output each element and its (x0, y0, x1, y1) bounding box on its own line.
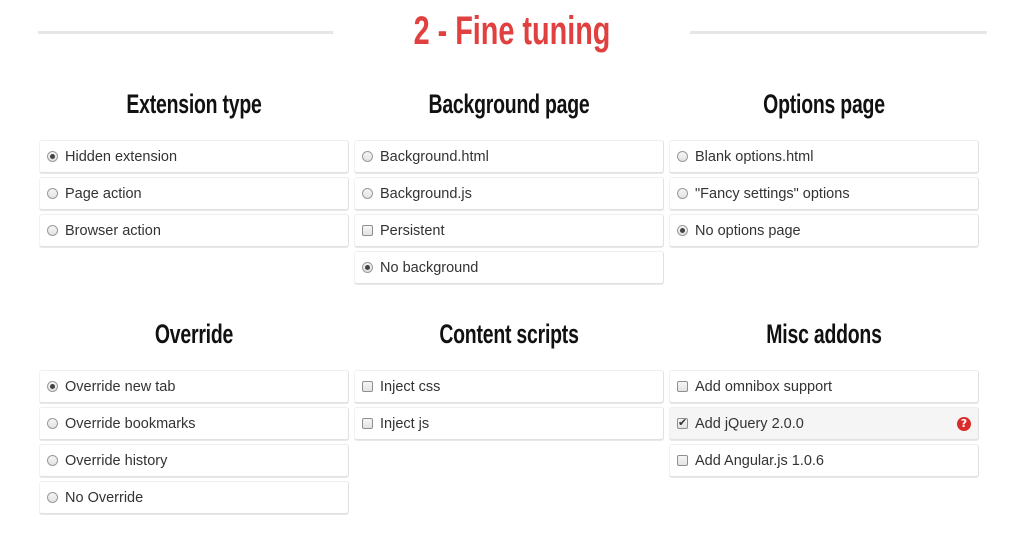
option-label: Override new tab (65, 378, 176, 395)
option-label: No options page (695, 222, 801, 239)
radio-button[interactable] (47, 455, 58, 466)
radio-button[interactable] (47, 188, 58, 199)
option-no-override[interactable] (39, 481, 349, 514)
header (0, 0, 1024, 60)
option-blank-options-html[interactable] (669, 140, 979, 173)
radio-button[interactable] (362, 262, 373, 273)
option-override-new-tab[interactable] (39, 370, 349, 403)
option-label: Browser action (65, 222, 161, 239)
options-list (354, 140, 664, 288)
checkbox[interactable] (362, 418, 373, 429)
section-title: Misc addons (766, 319, 882, 349)
option-override-bookmarks[interactable] (39, 407, 349, 440)
option-background-html[interactable] (354, 140, 664, 173)
section-title: Background page (428, 89, 590, 119)
options-list (354, 370, 664, 444)
option-background-js[interactable] (354, 177, 664, 210)
options-list (39, 370, 349, 518)
option-inject-css[interactable] (354, 370, 664, 403)
radio-button[interactable] (362, 151, 373, 162)
question-icon[interactable]: ? (957, 417, 971, 431)
checkbox[interactable] (677, 418, 688, 429)
section-title: Content scripts (439, 319, 579, 349)
options-list (669, 140, 979, 251)
options-list (39, 140, 349, 251)
option-label: Add omnibox support (695, 378, 833, 395)
option-label: No background (380, 259, 479, 276)
option-no-background[interactable] (354, 251, 664, 284)
section-title: Options page (763, 89, 885, 119)
checkbox[interactable] (677, 381, 688, 392)
option-label: Inject css (380, 378, 441, 395)
section-title: Override (154, 319, 234, 349)
option-label: Background.js (380, 185, 472, 202)
radio-button[interactable] (47, 492, 58, 503)
option-persistent[interactable] (354, 214, 664, 247)
option-no-options-page[interactable] (669, 214, 979, 247)
section-title: Extension type (126, 89, 262, 119)
option-label: Background.html (380, 148, 489, 165)
options-list (669, 370, 979, 481)
option-label: Blank options.html (695, 148, 814, 165)
option-add-jquery[interactable] (669, 407, 979, 440)
radio-button[interactable] (47, 151, 58, 162)
option-label: Inject js (380, 415, 430, 432)
checkbox[interactable] (362, 225, 373, 236)
option-label: Override history (65, 452, 168, 469)
option-label: Page action (65, 185, 142, 202)
option-add-omnibox-support[interactable] (669, 370, 979, 403)
radio-button[interactable] (677, 151, 688, 162)
option-hidden-extension[interactable] (39, 140, 349, 173)
option-add-angularjs[interactable] (669, 444, 979, 477)
option-label: Add jQuery 2.0.0 (695, 415, 804, 432)
option-label: Hidden extension (65, 148, 178, 165)
option-inject-js[interactable] (354, 407, 664, 440)
radio-button[interactable] (677, 188, 688, 199)
radio-button[interactable] (47, 225, 58, 236)
option-label: No Override (65, 489, 144, 506)
option-label: Override bookmarks (65, 415, 196, 432)
option-label: Persistent (380, 222, 445, 239)
option-label: Add Angular.js 1.0.6 (695, 452, 824, 469)
checkbox[interactable] (362, 381, 373, 392)
title-divider-right (690, 31, 987, 34)
option-browser-action[interactable] (39, 214, 349, 247)
option-label: "Fancy settings" options (695, 185, 850, 202)
page-title: 2 - Fine tuning (413, 9, 611, 53)
option-page-action[interactable] (39, 177, 349, 210)
radio-button[interactable] (47, 418, 58, 429)
option-fancy-settings[interactable] (669, 177, 979, 210)
checkbox[interactable] (677, 455, 688, 466)
option-override-history[interactable] (39, 444, 349, 477)
radio-button[interactable] (362, 188, 373, 199)
radio-button[interactable] (677, 225, 688, 236)
radio-button[interactable] (47, 381, 58, 392)
